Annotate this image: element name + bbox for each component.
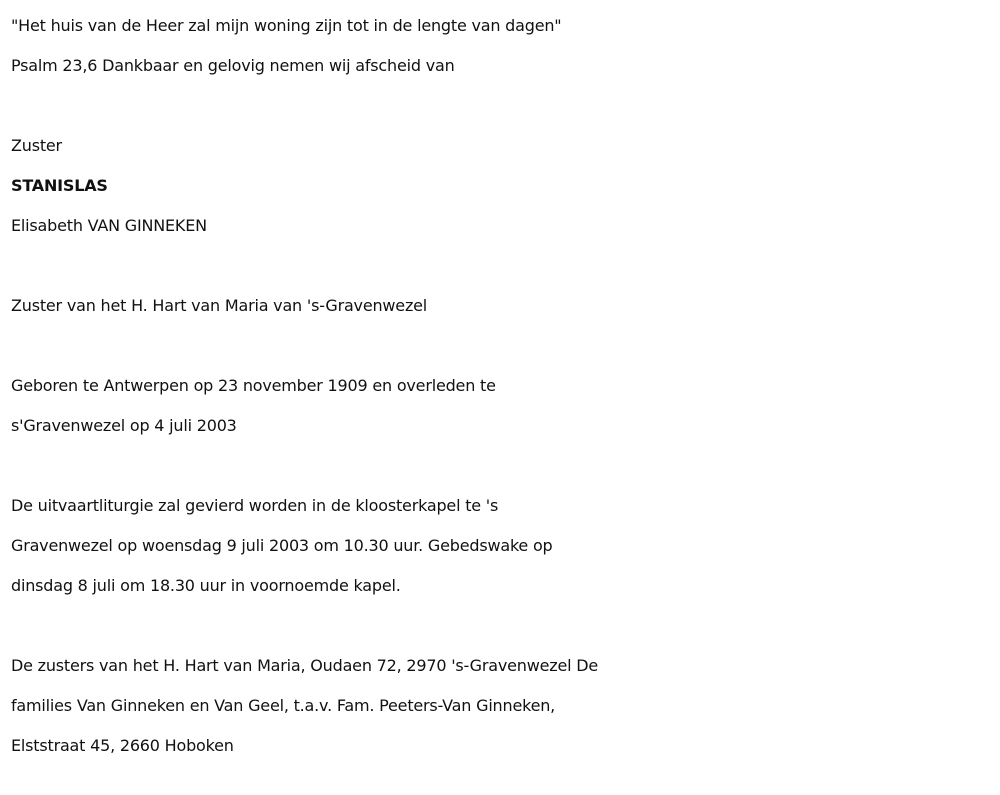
- title: Zuster: [11, 136, 62, 155]
- mourners-line-1: De zusters van het H. Hart van Maria, Oudaen 72, 2970 's-Gravenwezel De: [11, 656, 598, 675]
- funeral-line-1: De uitvaartliturgie zal gevierd worden in de kloosterkapel te 's: [11, 496, 499, 515]
- quote-line-1: "Het huis van de Heer zal mijn woning zijn tot in de lengte van dagen": [11, 16, 562, 35]
- birth-death-line-1: Geboren te Antwerpen op 23 november 1909 en overleden te: [11, 376, 496, 395]
- mourners-line-2: families Van Ginneken en Van Geel, t.a.v. Fam. Peeters-Van Ginneken,: [11, 696, 556, 715]
- spacer: [11, 86, 1000, 126]
- civil-name: Elisabeth VAN GINNEKEN: [11, 216, 207, 235]
- spacer: [11, 246, 1000, 286]
- spacer: [11, 446, 1000, 486]
- birth-death-line-2: s'Gravenwezel op 4 juli 2003: [11, 416, 237, 435]
- funeral-line-2: Gravenwezel op woensdag 9 juli 2003 om 10.30 uur. Gebedswake op: [11, 536, 553, 555]
- spacer: [11, 606, 1000, 646]
- congregation: Zuster van het H. Hart van Maria van 's-Gravenwezel: [11, 296, 428, 315]
- religious-name: STANISLAS: [11, 176, 108, 195]
- mourners-line-3: Elststraat 45, 2660 Hoboken: [11, 736, 234, 755]
- spacer: [11, 326, 1000, 366]
- quote-line-2: Psalm 23,6 Dankbaar en gelovig nemen wij afscheid van: [11, 56, 455, 75]
- funeral-line-3: dinsdag 8 juli om 18.30 uur in voornoemde kapel.: [11, 576, 401, 595]
